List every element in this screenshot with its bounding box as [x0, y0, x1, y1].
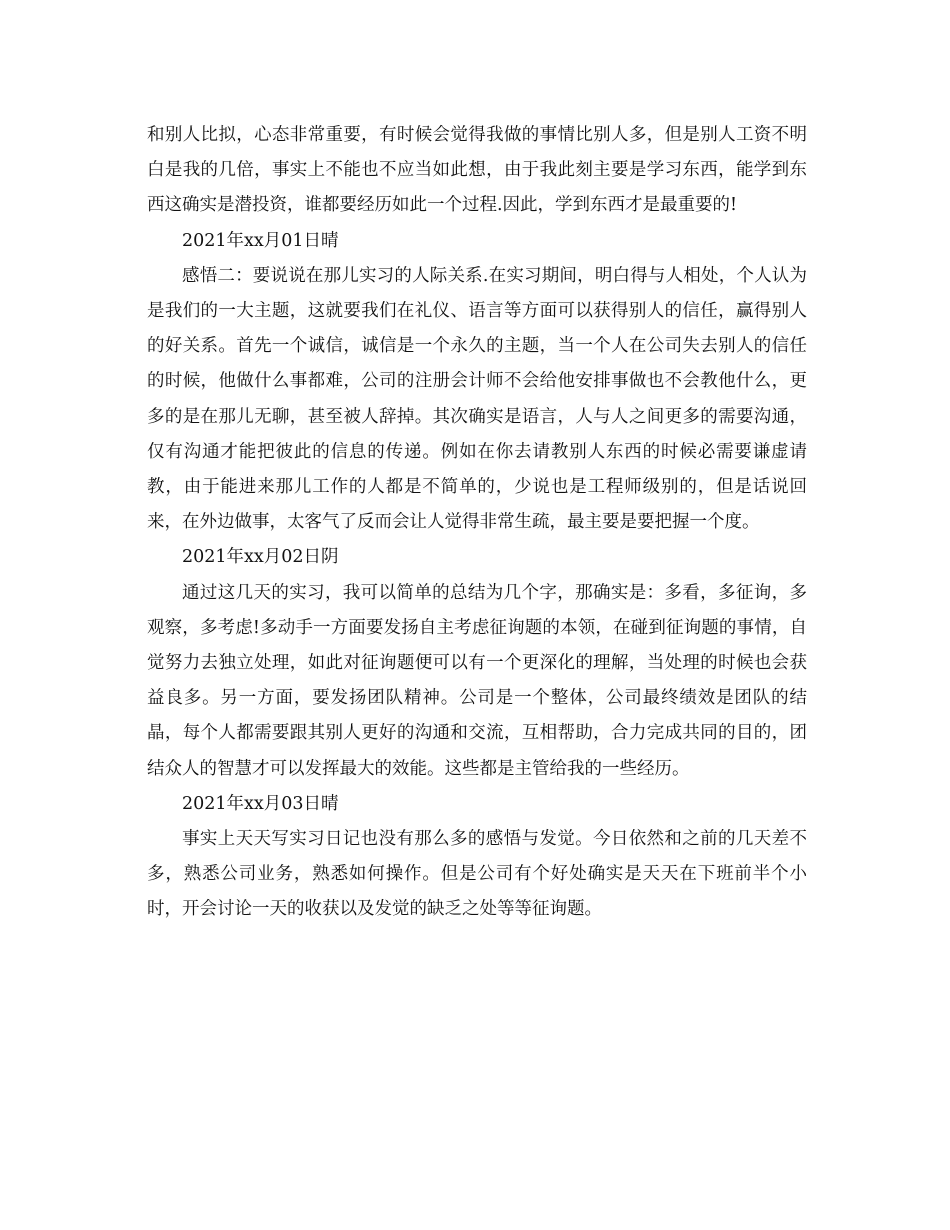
paragraph-insight-two: 感悟二：要说说在那儿实习的人际关系.在实习期间，明白得与人相处，个人认为是我们的一大主题，这就要我们在礼仪、语言等方面可以获得别人的信任，赢得别人的好关系。首先一个诚信，诚信是一个永久的主题，当一个人在公司失去别人的信任的时候，他做什么事都难，公司的注册会计师不会给他安排事做也不会教他什么，更多的是在那儿无聊，甚至被人辞掉。其次确实是语言，人与人之间更多的需要沟通，仅有沟通才能把彼此的信息的传递。例如在你去请教别人东西的时候必需要谦虚请教，由于能进来那儿工作的人都是不简单的，少说也是工程师级别的，但是话说回来，在外边做事，太客气了反而会让人觉得非常生疏，最主要是要把握一个度。: [147, 265, 807, 533]
paragraph-daily-notes: 事实上天天写实习日记也没有那么多的感悟与发觉。今日依然和之前的几天差不多，熟悉公司业务，熟悉如何操作。但是公司有个好处确实是天天在下班前半个小时，开会讨论一天的收获以及发觉的缺乏之处等等征询题。: [147, 829, 807, 920]
document-page: [147, 118, 807, 928]
diary-date-03: 2021年xx月03日晴: [182, 793, 339, 814]
paragraph-summary: 通过这几天的实习，我可以简单的总结为几个字，那确实是：多看，多征询，多观察，多考虑!多动手一方面要发扬自主考虑征询题的本领，在碰到征询题的事情，自觉努力去独立处理，如此对征询题便可以有一个更深化的理解，当处理的时候也会获益良多。另一方面，要发扬团队精神。公司是一个整体，公司最终绩效是团队的结晶，每个人都需要跟其别人更好的沟通和交流，互相帮助，合力完成共同的目的，团结众人的智慧才可以发挥最大的效能。这些都是主管给我的一些经历。: [147, 582, 807, 779]
diary-date-01: 2021年xx月01日晴: [182, 230, 339, 251]
paragraph-continuation: 和别人比拟，心态非常重要，有时候会觉得我做的事情比别人多，但是别人工资不明白是我的几倍，事实上不能也不应当如此想，由于我此刻主要是学习东西，能学到东西这确实是潜投资，谁都要经历如此一个过程.因此，学到东西才是最重要的!: [147, 125, 807, 216]
diary-date-02: 2021年xx月02日阴: [182, 547, 339, 568]
